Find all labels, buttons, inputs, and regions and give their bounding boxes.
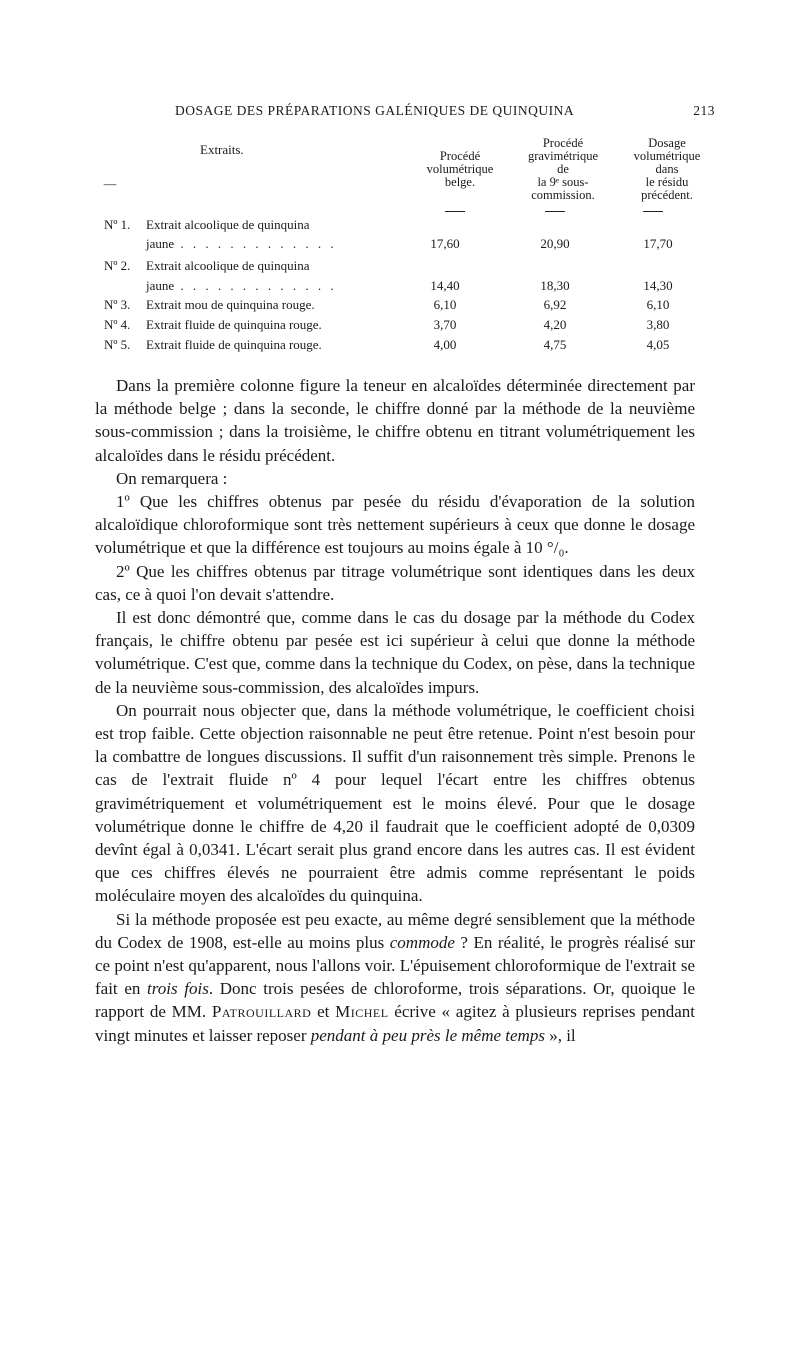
table-cell: 3,70 — [433, 317, 457, 332]
italic-text: pendant à peu près le même temps — [310, 1025, 545, 1045]
table-cell: 4,75 — [543, 337, 567, 352]
paragraph: On pourrait nous objecter que, dans la méthode volumétrique, le coefficient choisi est trop faible. Cette objection raisonnable ne peut être retenue. Point n'est besoin pour la combattre de longues discussions. Il suffit d'un raisonnement très simple. Prenons le cas de l'extrait fluide nº 4 pour lequel l'écart entre les chiffres obtenus gravimétriquement et volumétriquement est le moins élevé. Pour que le dosage volumétrique donne le chiffre de 4,20 il faudrait que le coefficient adopté de 0,0309 devînt égal à 0,0341. L'écart serait plus grand encore dans les autres cas. Il est évident que ces chiffres élevés ne pourraient être admis comme représentant le poids moléculaire moyen des alcaloïdes du quinquina. — [95, 700, 695, 906]
row-name-cont: jaune — [146, 278, 175, 293]
table-cell: 18,30 — [540, 278, 570, 293]
col-header-line: commission. — [531, 188, 595, 202]
col-header-volumetrique-belge — [405, 150, 515, 189]
row-number: Nº 5. — [104, 337, 131, 352]
italic-text: commode — [389, 932, 455, 952]
italic-text: trois fois — [147, 979, 209, 999]
text-run: et — [311, 1002, 336, 1022]
text-run: », il — [544, 1025, 576, 1045]
table-row-label — [104, 297, 315, 313]
col-dash — [545, 211, 565, 212]
col-header-extraits-dash: — — [103, 177, 117, 191]
col-header-line: volumétrique — [633, 149, 701, 163]
col-header-line: Procédé — [542, 136, 584, 150]
col-header-line: belge. — [444, 175, 476, 189]
col-header-line: Procédé — [439, 149, 481, 163]
paragraph: Dans la première colonne figure la teneur en alcaloïdes déterminée directement par la méthode belge ; dans la seconde, le chiffre donné par la méthode de la neuvième sous-commission ; dans la troisième, le chiffre obtenu en titrant volumétriquement les alcaloïdes dans le résidu précédent. — [95, 376, 695, 465]
table-row-label-cont: jaune . . . . . . . . . . . . . — [146, 236, 337, 251]
col-header-line: gravimétrique — [527, 149, 599, 163]
table-cell: 14,40 — [430, 278, 460, 293]
row-name: Extrait fluide de quinquina rouge. — [146, 337, 322, 352]
row-name: Extrait mou de quinquina rouge. — [146, 297, 315, 312]
table-row-label-cont: jaune . . . . . . . . . . . . . — [146, 278, 337, 293]
paragraph: 2º Que les chiffres obtenus par titrage volumétrique sont identiques dans les deux cas, ce à quoi l'on devait s'attendre. — [95, 561, 695, 604]
col-header-line: dans — [655, 162, 679, 176]
col-dash — [643, 211, 663, 212]
col-header-dosage-residu — [612, 137, 722, 202]
col-header-line: la 9ᵉ sous- — [537, 175, 589, 189]
table-cell: 17,70 — [643, 236, 673, 251]
col-header-line: Dosage — [648, 136, 686, 150]
table-cell: 6,10 — [646, 297, 670, 312]
row-name: Extrait fluide de quinquina rouge. — [146, 317, 322, 332]
paragraph: 1º Que les chiffres obtenus par pesée du résidu d'évaporation de la solution alcaloïdique chloroformique sont très nettement supérieurs à ceux que donne le dosage volumétrique et que la différence est toujours au moins égale à 10 °/₀. — [95, 492, 695, 558]
table-cell: 6,92 — [543, 297, 567, 312]
table-row-label — [104, 217, 310, 233]
row-name-cont: jaune — [146, 236, 175, 251]
col-header-line: volumétrique — [426, 162, 494, 176]
table-cell: 14,30 — [643, 278, 673, 293]
table-row-label — [104, 317, 322, 333]
row-number: Nº 3. — [104, 297, 131, 312]
table-cell: 4,05 — [646, 337, 670, 352]
col-dash — [445, 211, 465, 212]
author-name: Michel — [335, 1002, 389, 1022]
table-row-label — [104, 337, 322, 353]
col-header-gravimetrique — [508, 137, 618, 202]
page-number: 213 — [693, 103, 715, 118]
col-header-line: de — [557, 162, 569, 176]
table-cell: 4,20 — [543, 317, 567, 332]
row-name: Extrait alcoolique de quinquina — [146, 217, 310, 232]
row-number: Nº 4. — [104, 317, 131, 332]
text-run: ? En réalité, le progrès réalisé sur ce point n'est qu'apparent, nous l'allons voir. L'épuisement chloroformique de l'extrait se fait en — [95, 932, 695, 999]
running-title: DOSAGE DES PRÉPARATIONS GALÉNIQUES DE QUINQUINA — [175, 103, 575, 118]
author-name: Patrouillard — [211, 1002, 312, 1022]
row-name: Extrait alcoolique de quinquina — [146, 258, 310, 273]
results-table — [0, 0, 800, 360]
text-run: écrive « agitez à plusieurs reprises pendant vingt minutes et laisser reposer — [95, 1002, 695, 1045]
body-text — [95, 374, 695, 1047]
paragraph: On remarquera : — [116, 468, 228, 488]
col-header-extraits: Extraits. — [200, 142, 244, 157]
text-run: . Donc trois pesées de chloroforme, trois séparations. Or, quoique le rapport de MM. — [95, 979, 695, 1022]
col-header-line: le résidu — [645, 175, 689, 189]
table-cell: 3,80 — [646, 317, 670, 332]
paragraph — [95, 908, 695, 1047]
table-cell: 17,60 — [430, 236, 460, 251]
table-row-label — [104, 258, 310, 274]
row-number: Nº 1. — [104, 217, 131, 232]
text-run: Si la méthode proposée est peu exacte, au même degré sensiblement que la méthode du Codex de 1908, est-elle au moins plus — [95, 909, 695, 952]
table-cell: 6,10 — [433, 297, 457, 312]
row-number: Nº 2. — [104, 258, 131, 273]
table-cell: 4,00 — [433, 337, 457, 352]
col-header-line: précédent. — [641, 188, 693, 202]
paragraph: Il est donc démontré que, comme dans le cas du dosage par la méthode du Codex français, le chiffre obtenu par pesée est ici supérieur à celui que donne la méthode volumétrique. C'est que, comme dans la technique du Codex, on pèse, dans la technique de la neuvième sous-commission, des alcaloïdes impurs. — [95, 608, 695, 697]
table-cell: 20,90 — [540, 236, 570, 251]
